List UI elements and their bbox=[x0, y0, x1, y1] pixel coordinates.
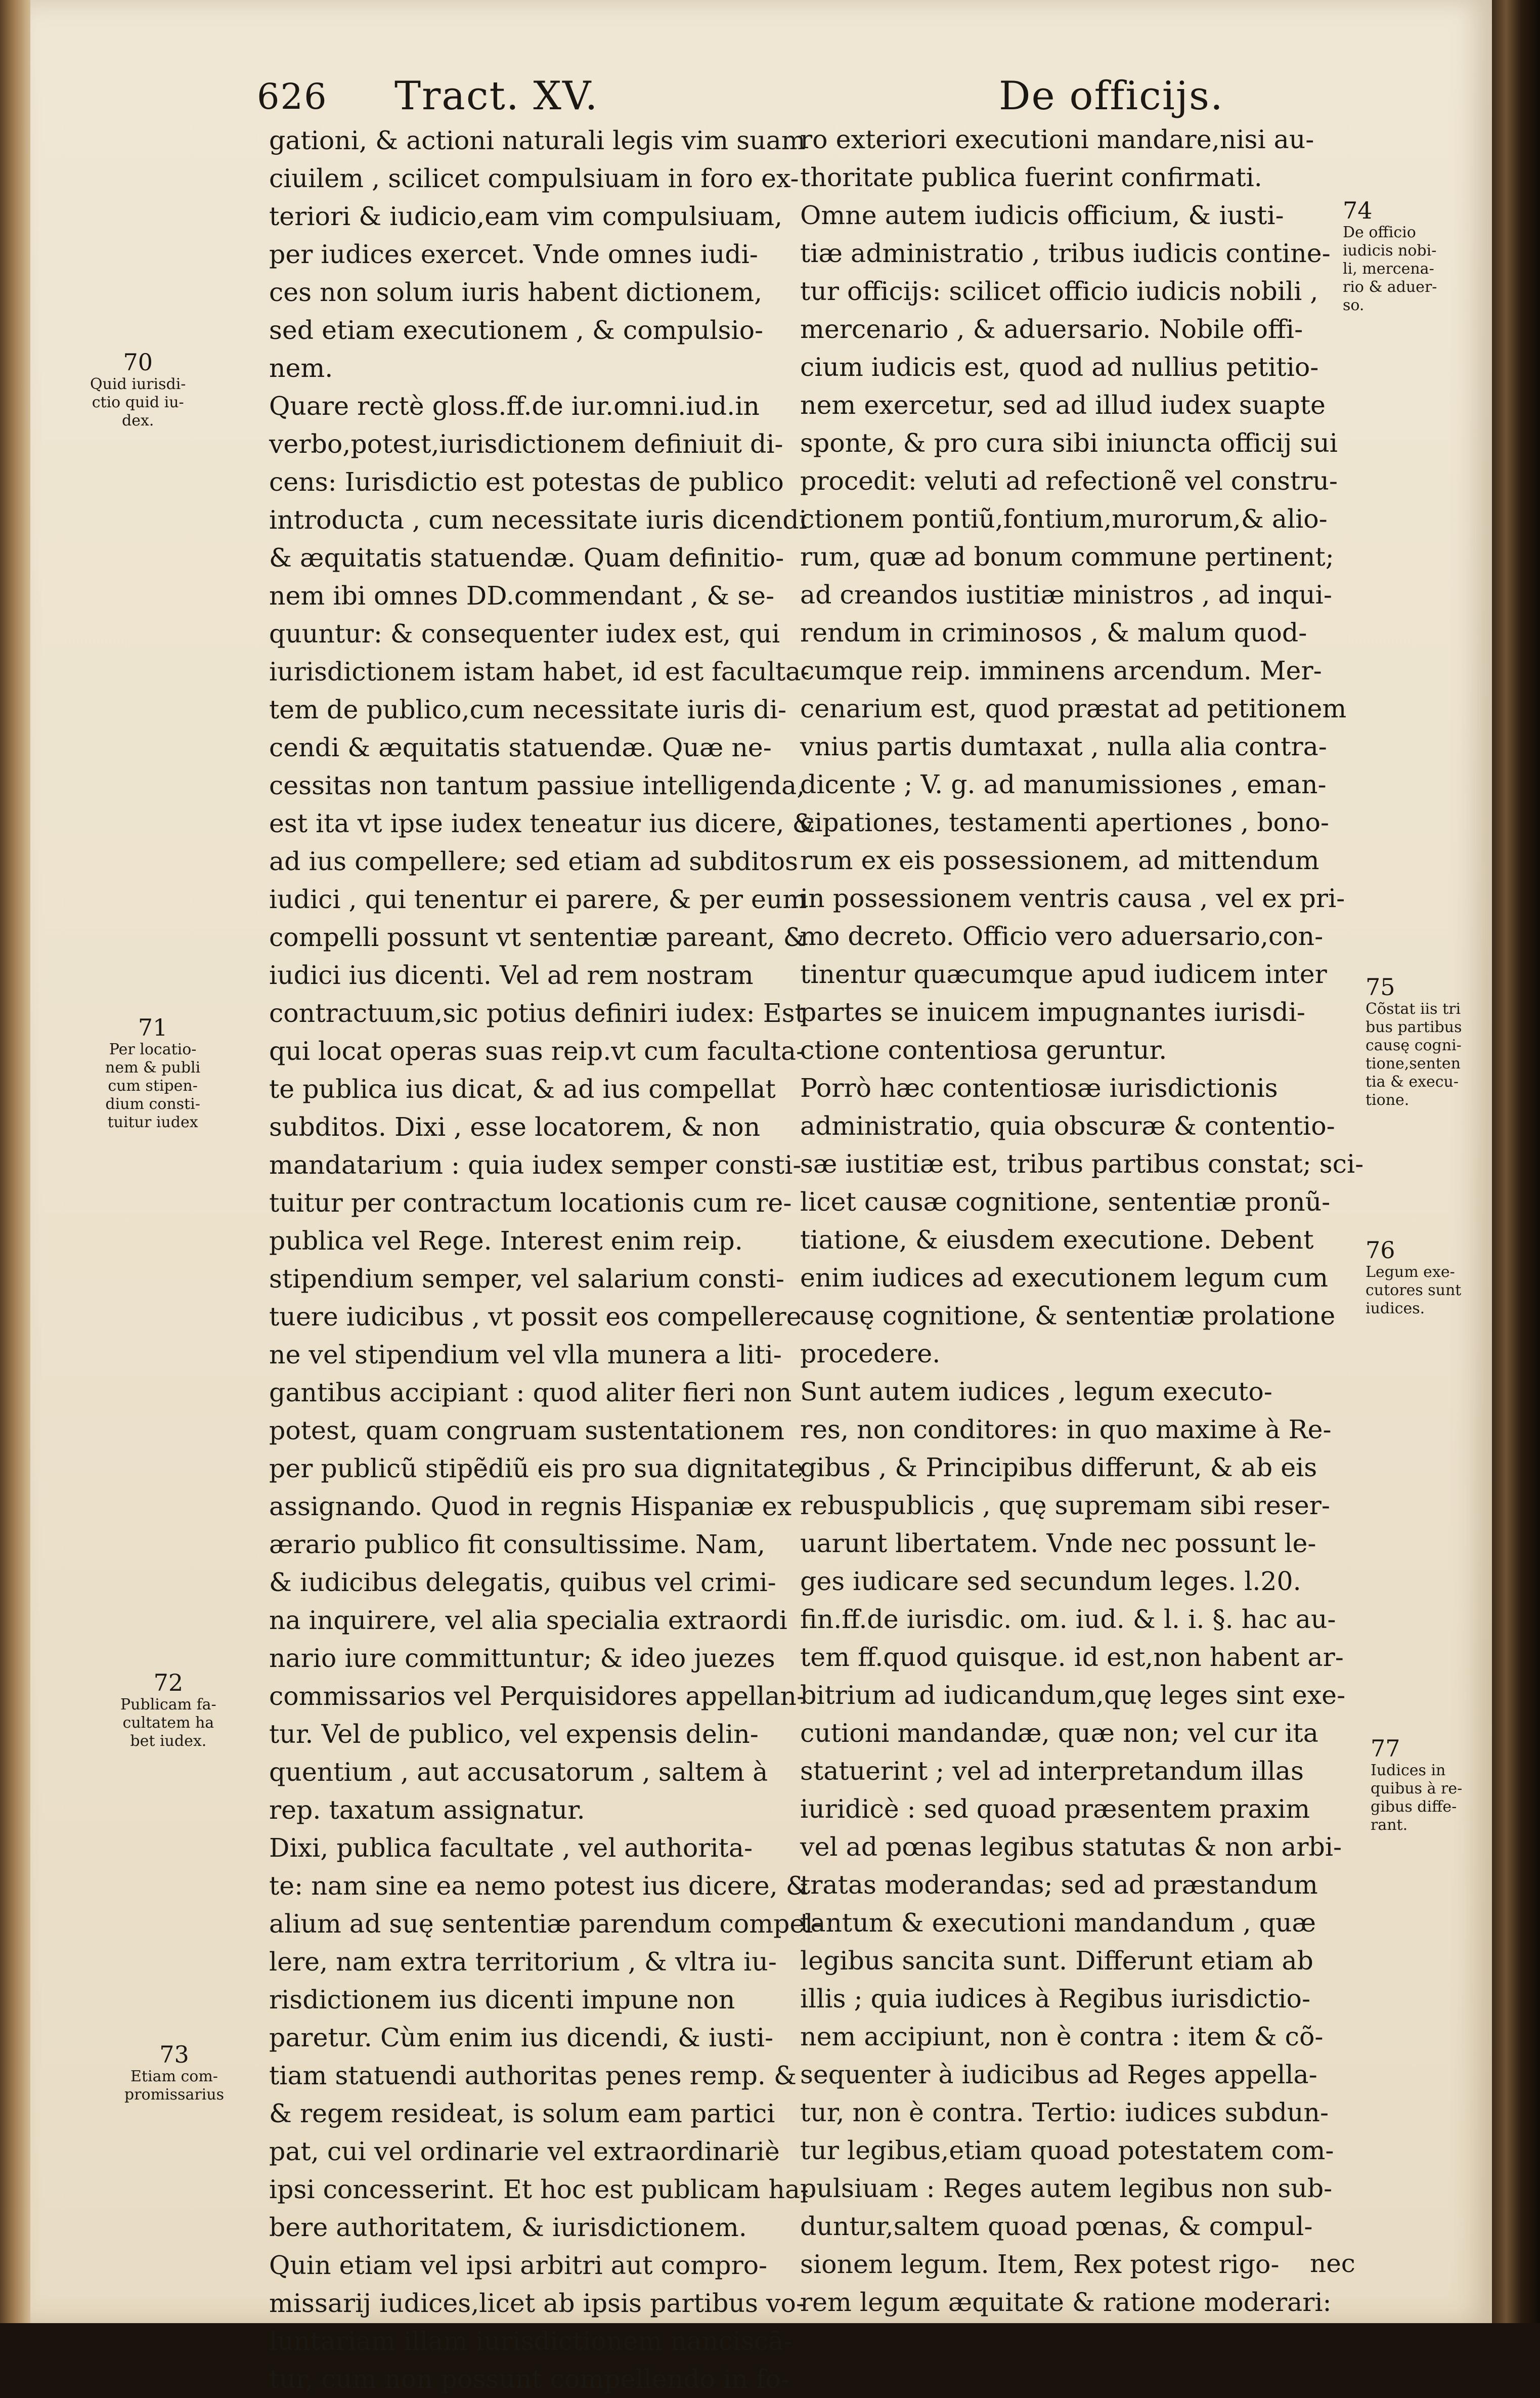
margin-note-line: Quid iurisdi- bbox=[90, 375, 186, 393]
text-line: verbo,potest,iurisdictionem definiuit di- bbox=[269, 429, 783, 459]
margin-note-number: 76 bbox=[1366, 1236, 1395, 1264]
margin-note-number: 71 bbox=[138, 1014, 168, 1041]
left-text-column bbox=[269, 121, 822, 2398]
text-line: gationi, & actioni naturali legis vim suam bbox=[269, 125, 806, 155]
margin-note-line: tione. bbox=[1366, 1091, 1410, 1109]
text-line: teriori & iudicio,eam vim compulsiuam, bbox=[269, 201, 783, 231]
text-line: & æquitatis statuendæ. Quam definitio- bbox=[269, 543, 784, 573]
margin-note-line: causę cogni- bbox=[1366, 1037, 1462, 1054]
text-line: introducta , cum necessitate iuris dicendi bbox=[269, 505, 807, 535]
margin-note-71 bbox=[105, 1014, 200, 1132]
text-line: alium ad suę sententiæ parendum compel- bbox=[269, 1909, 822, 1939]
text-line: mercenario , & aduersario. Nobile offi- bbox=[800, 314, 1303, 344]
text-line: vel ad pœnas legibus statutas & non arbi- bbox=[800, 1832, 1342, 1862]
text-line: rum ex eis possessionem, ad mittendum bbox=[800, 845, 1319, 875]
catchword: nec bbox=[1310, 2249, 1355, 2278]
text-line: per publicũ stipẽdiũ eis pro sua dignitate bbox=[269, 1453, 803, 1483]
text-line: enim iudices ad executionem legum cum bbox=[800, 1263, 1329, 1293]
text-line: iudici ius dicenti. Vel ad rem nostram bbox=[269, 960, 754, 990]
margin-note-75 bbox=[1366, 974, 1462, 1109]
margin-note-line: gibus diffe- bbox=[1371, 1798, 1457, 1816]
text-line: tiæ administratio , tribus iudicis contine- bbox=[800, 238, 1331, 268]
text-line: Omne autem iudicis officium, & iusti- bbox=[800, 200, 1284, 230]
text-line: res, non conditores: in quo maxime à Re- bbox=[800, 1415, 1332, 1444]
text-line: & regem resideat, is solum eam partici bbox=[269, 2099, 775, 2128]
text-line: cium iudicis est, quod ad nullius petitio- bbox=[800, 352, 1319, 382]
text-line: te: nam sine ea nemo potest ius dicere, & bbox=[269, 1871, 809, 1901]
text-line: tiatione, & eiusdem executione. Debent bbox=[800, 1225, 1314, 1255]
margin-note-line: cultatem ha bbox=[122, 1714, 214, 1732]
text-line: sponte, & pro cura sibi iniuncta officij sui bbox=[800, 428, 1338, 458]
text-line: thoritate publica fuerint confirmati. bbox=[800, 162, 1262, 192]
text-line: tur officijs: scilicet officio iudicis nobili , bbox=[800, 276, 1318, 306]
margin-note-line: ctio quid iu- bbox=[92, 394, 184, 411]
margin-note-line: Per locatio- bbox=[109, 1041, 197, 1058]
text-line: rebuspublicis , quę supremam sibi reser- bbox=[800, 1490, 1330, 1520]
margin-note-number: 70 bbox=[123, 349, 153, 376]
text-line: per iudices exercet. Vnde omnes iudi- bbox=[269, 239, 758, 269]
text-line: tuere iudicibus , vt possit eos compellere bbox=[269, 1302, 802, 1332]
text-line: ctione contentiosa geruntur. bbox=[800, 1035, 1167, 1065]
text-line: Porrò hæc contentiosæ iurisdictionis bbox=[800, 1073, 1278, 1103]
text-line: procedere. bbox=[800, 1339, 941, 1368]
text-line: est ita vt ipse iudex teneatur ius dicere, & bbox=[269, 808, 815, 838]
text-line: ærario publico fit consultissime. Nam, bbox=[269, 1529, 766, 1559]
text-line: pulsiuam : Reges autem legibus non sub- bbox=[800, 2173, 1333, 2203]
text-line: tur legibus,etiam quoad potestatem com- bbox=[800, 2135, 1334, 2165]
text-line: ad ius compellere; sed etiam ad subditos bbox=[269, 846, 799, 876]
text-line: Dixi, publica facultate , vel authorita- bbox=[269, 1833, 753, 1863]
text-line: rendum in criminosos , & malum quod- bbox=[800, 618, 1307, 648]
running-head-right: De officijs. bbox=[999, 73, 1224, 119]
text-line: cutioni mandandæ, quæ non; vel cur ita bbox=[800, 1718, 1318, 1748]
margin-note-line: dium consti- bbox=[105, 1095, 200, 1113]
text-line: bitrium ad iudicandum,quę leges sint exe- bbox=[800, 1680, 1346, 1710]
margin-note-number: 77 bbox=[1371, 1735, 1400, 1762]
text-line: cipationes, testamenti apertiones , bono- bbox=[800, 807, 1329, 837]
page-number: 626 bbox=[257, 76, 328, 117]
margin-note-77 bbox=[1371, 1735, 1462, 1834]
text-line: dicente ; V. g. ad manumissiones , eman- bbox=[800, 769, 1327, 799]
text-line: qui locat operas suas reip.vt cum faculta- bbox=[269, 1036, 805, 1066]
text-line: paretur. Cùm enim ius dicendi, & iusti- bbox=[269, 2023, 774, 2052]
text-line: tem de publico,cum necessitate iuris di- bbox=[269, 695, 787, 724]
text-line: tratas moderandas; sed ad præstandum bbox=[800, 1870, 1318, 1900]
margin-note-number: 72 bbox=[153, 1669, 184, 1696]
text-line: Quin etiam vel ipsi arbitri aut compro- bbox=[269, 2250, 768, 2280]
text-line: ad creandos iustitiæ ministros , ad inqui- bbox=[800, 580, 1332, 610]
text-line: statuerint ; vel ad interpretandum illas bbox=[800, 1756, 1304, 1786]
book-fore-edge bbox=[1492, 0, 1540, 2323]
text-line: ne vel stipendium vel vlla munera a liti- bbox=[269, 1340, 782, 1369]
margin-note-line: quibus à re- bbox=[1371, 1780, 1463, 1797]
margin-note-line: li, mercena- bbox=[1343, 260, 1434, 278]
text-line: Quare rectè gloss.ff.de iur.omni.iud.in bbox=[269, 391, 760, 421]
text-line: nem exercetur, sed ad illud iudex suapte bbox=[800, 390, 1326, 420]
text-line: quentium , aut accusatorum , saltem à bbox=[269, 1757, 768, 1787]
text-line: ges iudicare sed secundum leges. l.20. bbox=[800, 1566, 1301, 1596]
text-line: cessitas non tantum passiue intelligenda, bbox=[269, 770, 805, 800]
text-line: partes se inuicem impugnantes iurisdi- bbox=[800, 997, 1305, 1027]
margin-note-73 bbox=[124, 2041, 224, 2104]
text-line: tur, non è contra. Tertio: iudices subdun- bbox=[800, 2097, 1329, 2127]
text-line: risdictionem ius dicenti impune non bbox=[269, 1985, 735, 2015]
text-line: cenarium est, quod præstat ad petitionem bbox=[800, 694, 1347, 723]
text-line: nario iure committuntur; & ideo juezes bbox=[269, 1643, 775, 1673]
text-line: duntur,saltem quoad pœnas, & compul- bbox=[800, 2211, 1313, 2241]
text-line: licet causæ cognitione, sententiæ pronũ- bbox=[800, 1187, 1331, 1217]
text-line: iuridicè : sed quoad præsentem praxim bbox=[800, 1794, 1310, 1824]
text-line: sionem legum. Item, Rex potest rigo- bbox=[800, 2249, 1280, 2279]
margin-note-line: Legum exe- bbox=[1366, 1263, 1455, 1281]
text-line: mo decreto. Officio vero aduersario,con- bbox=[800, 921, 1324, 951]
text-line: nem ibi omnes DD.commendant , & se- bbox=[269, 581, 775, 611]
text-line: ipsi concesserint. Et hoc est publicam ha- bbox=[269, 2174, 809, 2204]
text-line: gantibus accipiant : quod aliter fieri non bbox=[269, 1378, 792, 1407]
text-line: procedit: veluti ad refectionẽ vel constru- bbox=[800, 466, 1338, 496]
text-line: nem accipiunt, non è contra : item & cõ- bbox=[800, 2022, 1324, 2051]
text-line: sæ iustitiæ est, tribus partibus constat; sci- bbox=[800, 1149, 1364, 1179]
text-line: cens: Iurisdictio est potestas de publico bbox=[269, 467, 784, 497]
text-line: iurisdictionem istam habet, id est faculta- bbox=[269, 657, 810, 687]
right-text-column bbox=[800, 120, 1363, 2321]
text-line: tem ff.quod quisque. id est,non habent ar- bbox=[800, 1642, 1344, 1672]
text-line: ctionem pontiũ,fontium,murorum,& alio- bbox=[800, 504, 1328, 534]
margin-note-line: Publicam fa- bbox=[120, 1696, 216, 1714]
text-line: gibus , & Principibus differunt, & ab eis bbox=[800, 1452, 1317, 1482]
margin-note-line: De officio bbox=[1343, 224, 1416, 241]
text-line: sequenter à iudicibus ad Reges appella- bbox=[800, 2060, 1317, 2089]
text-line: contractuum,sic potius definiri iudex: Est bbox=[269, 998, 805, 1028]
text-line: na inquirere, vel alia specialia extraordi bbox=[269, 1605, 787, 1635]
text-line: sed etiam executionem , & compulsio- bbox=[269, 315, 764, 345]
text-line: illis ; quia iudices à Regibus iurisdictio- bbox=[800, 1984, 1311, 2014]
text-line: tur. Vel de publico, vel expensis delin- bbox=[269, 1719, 759, 1749]
margin-note-line: Iudices in bbox=[1371, 1762, 1446, 1779]
margin-note-line: Cõstat iis tri bbox=[1366, 1000, 1461, 1018]
text-line: iudici , qui tenentur ei parere, & per eum bbox=[269, 884, 807, 914]
text-line: & iudicibus delegatis, quibus vel crimi- bbox=[269, 1567, 776, 1597]
text-line: tantum & executioni mandandum , quæ bbox=[800, 1908, 1316, 1938]
text-line: potest, quam congruam sustentationem bbox=[269, 1416, 784, 1445]
text-line: compelli possunt vt sententiæ pareant, & bbox=[269, 922, 806, 952]
text-line: quuntur: & consequenter iudex est, qui bbox=[269, 619, 780, 649]
text-line: mandatarium : quia iudex semper consti- bbox=[269, 1150, 802, 1180]
text-line: administratio, quia obscuræ & contentio- bbox=[800, 1111, 1335, 1141]
text-line: rem legum æquitate & ratione moderari: bbox=[800, 2287, 1332, 2317]
text-line: commissarios vel Perquisidores appellan- bbox=[269, 1681, 806, 1711]
margin-note-line: tia & execu- bbox=[1366, 1073, 1459, 1091]
margin-note-76 bbox=[1366, 1237, 1461, 1318]
margin-note-line: rio & aduer- bbox=[1343, 278, 1437, 296]
margin-note-number: 75 bbox=[1366, 973, 1395, 1001]
margin-note-line: bus partibus bbox=[1366, 1018, 1462, 1036]
margin-note-line: tuitur iudex bbox=[107, 1114, 198, 1131]
margin-note-74 bbox=[1343, 197, 1437, 315]
text-line: assignando. Quod in regnis Hispaniæ ex bbox=[269, 1491, 792, 1521]
margin-note-number: 73 bbox=[159, 2041, 189, 2068]
text-line: cendi & æquitatis statuendæ. Quæ ne- bbox=[269, 733, 772, 762]
margin-note-line: cutores sunt bbox=[1366, 1281, 1462, 1299]
margin-note-number: 74 bbox=[1343, 197, 1373, 224]
margin-note-line: tione,senten bbox=[1366, 1055, 1461, 1073]
text-line: ces non solum iuris habent dictionem, bbox=[269, 277, 763, 307]
text-line: ro exteriori executioni mandare,nisi au- bbox=[800, 124, 1314, 154]
margin-note-72 bbox=[120, 1669, 216, 1750]
text-line: lere, nam extra territorium , & vltra iu- bbox=[269, 1947, 777, 1977]
text-line: te publica ius dicat, & ad ius compellat bbox=[269, 1074, 776, 1104]
margin-note-line: iudices. bbox=[1366, 1300, 1425, 1317]
text-line: nem. bbox=[269, 353, 333, 383]
margin-note-line: promissarius bbox=[124, 2086, 224, 2104]
text-line: tur, cum non possunt compellendo in fo- bbox=[269, 2364, 789, 2394]
margin-note-line: iudicis nobi- bbox=[1343, 242, 1437, 260]
text-line: ciuilem , scilicet compulsiuam in foro ex- bbox=[269, 163, 799, 193]
text-line: in possessionem ventris causa , vel ex pri- bbox=[800, 883, 1345, 913]
text-line: rum, quæ ad bonum commune pertinent; bbox=[800, 542, 1334, 572]
text-line: stipendium semper, vel salarium consti- bbox=[269, 1264, 784, 1294]
text-line: bere authoritatem, & iurisdictionem. bbox=[269, 2212, 747, 2242]
text-line: tiam statuendi authoritas penes remp. & bbox=[269, 2061, 797, 2090]
text-line: tinentur quæcumque apud iudicem inter bbox=[800, 959, 1327, 989]
text-line: luntariam illam iurisdictionem nanciscā- bbox=[269, 2326, 793, 2356]
margin-note-line: nem & publi bbox=[105, 1059, 201, 1077]
margin-note-line: dex. bbox=[122, 412, 154, 430]
text-line: tuitur per contractum locationis cum re- bbox=[269, 1188, 792, 1218]
margin-note-line: Etiam com- bbox=[130, 2068, 218, 2085]
text-line: legibus sancita sunt. Differunt etiam ab bbox=[800, 1946, 1313, 1976]
margin-note-line: so. bbox=[1343, 296, 1365, 314]
running-head-left: Tract. XV. bbox=[394, 73, 599, 119]
margin-note-line: bet iudex. bbox=[130, 1732, 207, 1750]
text-line: missarij iudices,licet ab ipsis partibus vo- bbox=[269, 2288, 805, 2318]
text-line: Sunt autem iudices , legum executo- bbox=[800, 1377, 1272, 1406]
text-line: cumque reip. imminens arcendum. Mer- bbox=[800, 656, 1322, 686]
text-line: pat, cui vel ordinarie vel extraordinariè bbox=[269, 2136, 780, 2166]
margin-note-line: rant. bbox=[1371, 1816, 1408, 1834]
text-line: uarunt libertatem. Vnde nec possunt le- bbox=[800, 1528, 1316, 1558]
text-line: fin.ff.de iurisdic. om. iud. & l. i. §. hac au- bbox=[800, 1604, 1336, 1634]
text-line: vnius partis dumtaxat , nulla alia contra- bbox=[800, 732, 1327, 761]
text-line: rep. taxatum assignatur. bbox=[269, 1795, 585, 1825]
text-line: causę cognitione, & sententiæ prolatione bbox=[800, 1301, 1336, 1331]
text-line: subditos. Dixi , esse locatorem, & non bbox=[269, 1112, 761, 1142]
margin-note-70 bbox=[90, 349, 186, 430]
margin-note-line: cum stipen- bbox=[108, 1077, 198, 1095]
text-line: publica vel Rege. Interest enim reip. bbox=[269, 1226, 743, 1256]
